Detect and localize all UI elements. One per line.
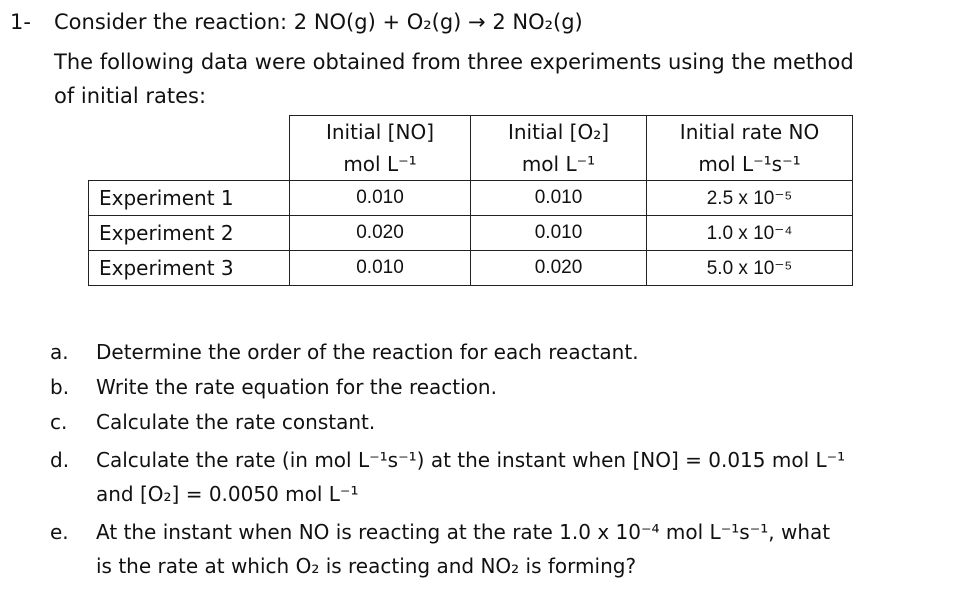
header-title: Initial [NO]	[325, 120, 434, 144]
row-label: Experiment 1	[89, 181, 290, 216]
question-letter: b.	[50, 375, 70, 399]
header-initial-rate	[647, 116, 853, 181]
question-d-continued	[96, 482, 359, 506]
cell-o2: 0.010	[471, 216, 647, 251]
cell-o2: 0.020	[471, 251, 647, 286]
question-text: At the instant when NO is reacting at the rate 1.0 x 10⁻⁴ mol L⁻¹s⁻¹, what	[96, 520, 831, 544]
intro-text-line-1: The following data were obtained from three experiments using the method	[54, 50, 854, 74]
table-row	[89, 216, 853, 251]
question-c	[50, 410, 376, 434]
question-a	[50, 340, 639, 364]
row-label: Experiment 2	[89, 216, 290, 251]
question-text: is the rate at which O₂ is reacting and NO₂ is forming?	[96, 554, 637, 578]
header-unit: mol L⁻¹	[521, 152, 596, 176]
question-d	[50, 448, 846, 472]
question-number: 1-	[10, 10, 31, 34]
cell-no: 0.020	[290, 216, 471, 251]
header-initial-o2	[471, 116, 647, 181]
table-row	[89, 181, 853, 216]
table-header-row	[89, 116, 853, 181]
cell-o2: 0.010	[471, 181, 647, 216]
question-letter: e.	[50, 520, 69, 544]
header-unit: mol L⁻¹	[343, 152, 417, 176]
table-corner	[89, 116, 290, 181]
question-text: Determine the order of the reaction for each reactant.	[96, 340, 639, 364]
cell-no: 0.010	[290, 251, 471, 286]
question-e	[50, 520, 831, 544]
question-letter: d.	[50, 448, 70, 472]
question-b	[50, 375, 497, 399]
cell-rate: 1.0 x 10⁻⁴	[647, 216, 853, 251]
question-e-continued	[96, 554, 636, 578]
question-text: Calculate the rate constant.	[96, 410, 376, 434]
header-title: Initial rate NO	[679, 120, 820, 144]
question-text: Write the rate equation for the reaction.	[96, 375, 497, 399]
row-label: Experiment 3	[89, 251, 290, 286]
header-title: Initial [O₂]	[507, 120, 610, 144]
cell-rate: 2.5 x 10⁻⁵	[647, 181, 853, 216]
table-row	[89, 251, 853, 286]
reaction-statement: Consider the reaction: 2 NO(g) + O₂(g) → 2 NO₂(g)	[54, 10, 583, 34]
rates-table	[88, 115, 853, 286]
question-text: and [O₂] = 0.0050 mol L⁻¹	[96, 482, 359, 506]
cell-no: 0.010	[290, 181, 471, 216]
question-letter: c.	[50, 410, 68, 434]
header-unit: mol L⁻¹s⁻¹	[698, 152, 801, 176]
header-initial-no	[290, 116, 471, 181]
intro-text-line-2: of initial rates:	[54, 84, 207, 108]
question-letter: a.	[50, 340, 69, 364]
question-text: Calculate the rate (in mol L⁻¹s⁻¹) at the instant when [NO] = 0.015 mol L⁻¹	[96, 448, 846, 472]
cell-rate: 5.0 x 10⁻⁵	[647, 251, 853, 286]
